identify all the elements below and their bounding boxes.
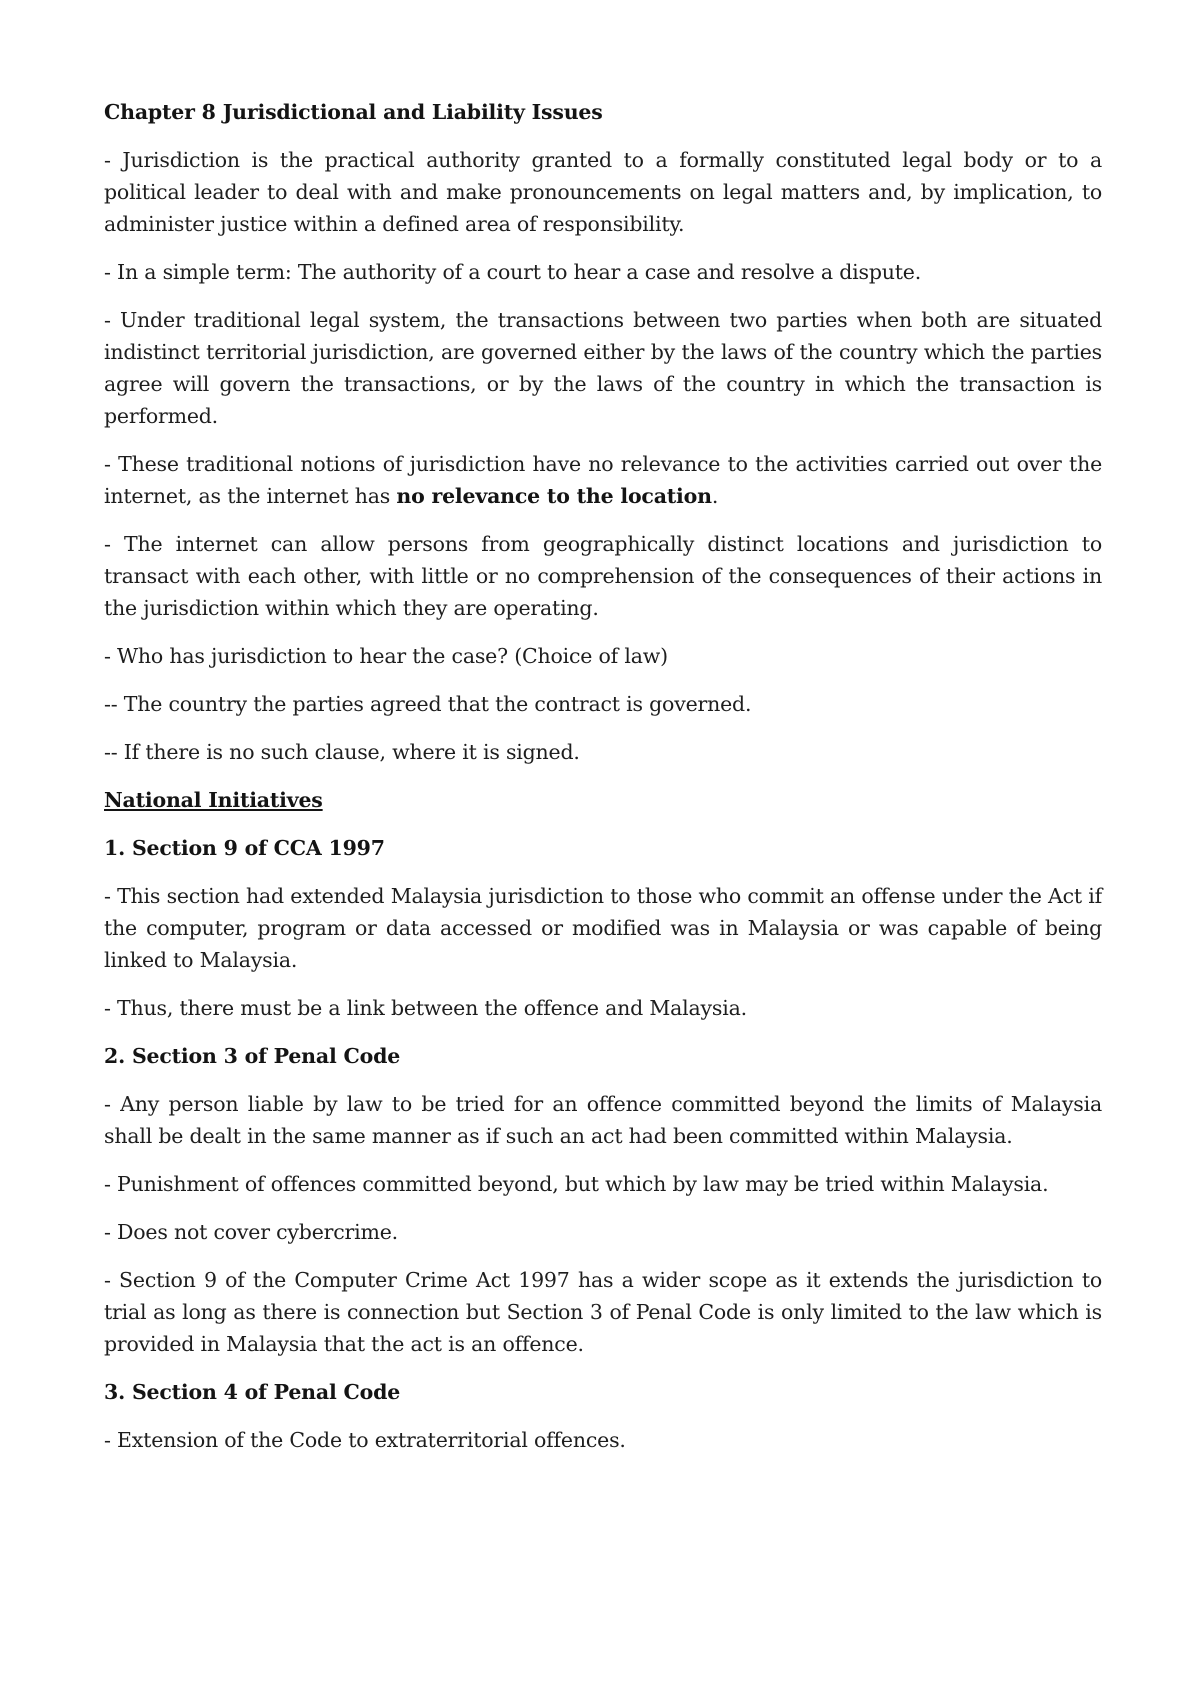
paragraph: - Section 9 of the Computer Crime Act 1997 has a wider scope as it extends the jurisdiction to trial as long as there is connection but Section 3 of Penal Code is only limited to the law which is provided in Malaysia that the act is an offence. — [104, 1268, 1102, 1356]
paragraph: - The internet can allow persons from geographically distinct locations and jurisdiction to transact with each other, with little or no comprehension of the consequences of their actions in the jurisdiction within which they are operating. — [104, 532, 1102, 620]
subsection-heading: 1. Section 9 of CCA 1997 — [104, 836, 385, 860]
text-fragment: . — [711, 484, 719, 508]
page-title: Chapter 8 Jurisdictional and Liability Issues — [104, 100, 603, 124]
paragraph: - This section had extended Malaysia jurisdiction to those who commit an offense under the Act if the computer, program or data accessed or modified was in Malaysia or was capable of being linked to Malaysia. — [104, 884, 1102, 972]
paragraph: - Jurisdiction is the practical authority granted to a formally constituted legal body or to a political leader to deal with and make pronouncements on legal matters and, by implication, to administer justice within a defined area of responsibility. — [104, 148, 1102, 236]
paragraph: - Extension of the Code to extraterritorial offences. — [104, 1428, 626, 1452]
paragraph-relevance — [104, 448, 1102, 512]
paragraph: -- If there is no such clause, where it is signed. — [104, 740, 580, 764]
paragraph: - Who has jurisdiction to hear the case? (Choice of law) — [104, 644, 668, 668]
paragraph: -- The country the parties agreed that the contract is governed. — [104, 692, 752, 716]
paragraph: - Any person liable by law to be tried for an offence committed beyond the limits of Malaysia shall be dealt in the same manner as if such an act had been committed within Malaysia. — [104, 1092, 1102, 1148]
subsection-heading: 3. Section 4 of Penal Code — [104, 1380, 401, 1404]
bold-phrase: no relevance to the location — [396, 484, 712, 508]
paragraph: - Punishment of offences committed beyond, but which by law may be tried within Malaysia. — [104, 1172, 1049, 1196]
document-page — [104, 96, 1102, 1472]
paragraph: - Thus, there must be a link between the offence and Malaysia. — [104, 996, 747, 1020]
section-heading-national-initiatives: National Initiatives — [104, 788, 323, 812]
paragraph: - In a simple term: The authority of a court to hear a case and resolve a dispute. — [104, 260, 922, 284]
subsection-heading: 2. Section 3 of Penal Code — [104, 1044, 401, 1068]
paragraph: - Does not cover cybercrime. — [104, 1220, 398, 1244]
text-fragment: - These traditional notions of jurisdiction have no relevance to the activities carried out over the internet, as the internet has — [104, 452, 1102, 508]
paragraph: - Under traditional legal system, the transactions between two parties when both are situated indistinct territorial jurisdiction, are governed either by the laws of the country which the parties agree will govern the transactions, or by the laws of the country in which the transaction is performed. — [104, 308, 1102, 428]
